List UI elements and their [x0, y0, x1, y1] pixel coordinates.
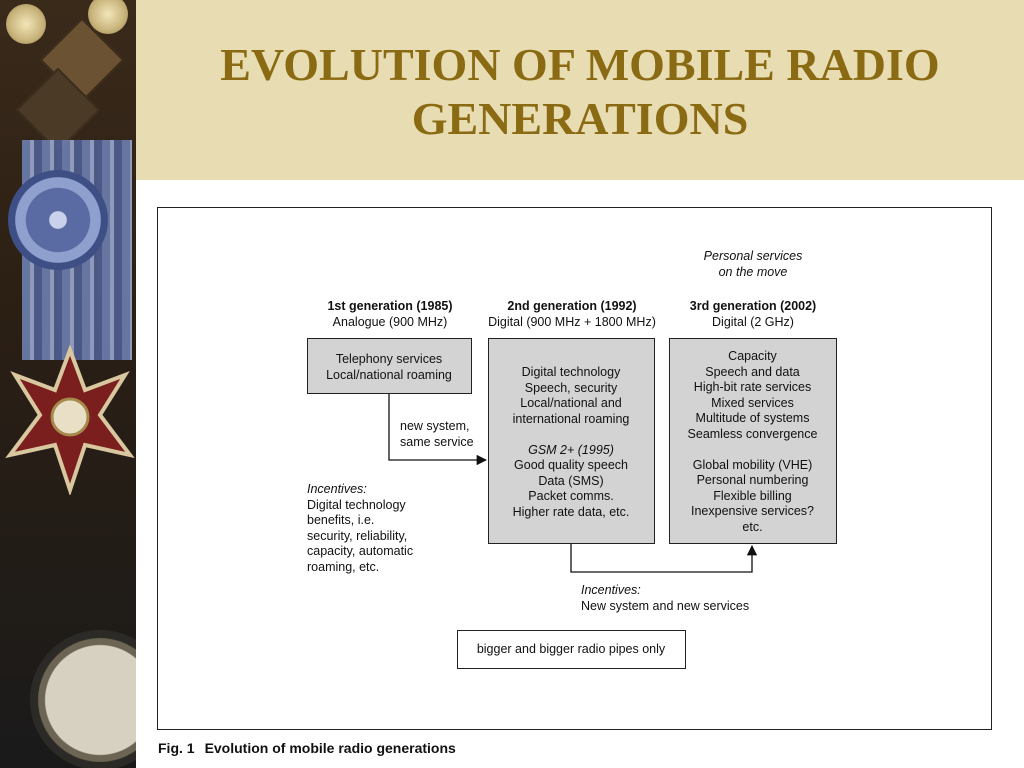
incentives-bottom-heading: Incentives:	[581, 583, 641, 597]
incentives-bottom-line: New system and new services	[581, 598, 750, 613]
gen3-item: Seamless convergence	[687, 426, 818, 441]
gen3-item: Personal numbering	[696, 473, 809, 487]
gen2-item: Good quality speech	[514, 458, 628, 472]
gen3-item: Inexpensive services?	[691, 504, 814, 518]
gen2-item: Speech, security	[524, 380, 618, 395]
gen2-subtitle: Digital (900 MHz + 1800 MHz)	[488, 314, 656, 329]
arrow1-label	[400, 419, 474, 450]
gen3-item: Flexible billing	[713, 488, 792, 503]
gen2-item: Packet comms.	[528, 489, 614, 503]
incentives-left-line: Digital technology	[307, 497, 406, 512]
incentives-left	[307, 482, 413, 575]
incentives-left-line: roaming, etc.	[307, 559, 380, 574]
gen3-subtitle: Digital (2 GHz)	[712, 314, 794, 329]
arrow1-label-line: new system,	[400, 419, 470, 433]
gen1-title: 1st generation (1985)	[327, 299, 453, 313]
caption-text: Evolution of mobile radio generations	[204, 740, 456, 756]
arrow1-label-line: same service	[400, 434, 474, 449]
radio-pipes-box	[457, 630, 686, 669]
gen2-item: Data (SMS)	[538, 473, 604, 488]
caption-label: Fig. 1	[158, 740, 195, 756]
gen3-item: Speech and data	[705, 364, 800, 379]
incentives-bottom	[581, 583, 749, 614]
title-line: EVOLUTION OF MOBILE RADIO	[220, 39, 940, 90]
gen1-item: Local/national roaming	[326, 367, 452, 382]
incentives-left-heading: Incentives:	[307, 482, 367, 496]
gen2-item: Local/national and	[520, 396, 622, 410]
gen3-item: etc.	[742, 519, 763, 534]
figure-caption	[158, 740, 456, 756]
gen2-item: Digital technology	[521, 365, 621, 379]
title-line: GENERATIONS	[411, 93, 749, 144]
gen1-subtitle: Analogue (900 MHz)	[332, 314, 448, 329]
gen3-item: Mixed services	[711, 395, 794, 410]
note-line: Personal services	[703, 249, 803, 263]
gen1-item: Telephony services	[335, 352, 443, 366]
radio-pipes-text: bigger and bigger radio pipes only	[476, 642, 666, 656]
gen2-item: international roaming	[512, 411, 630, 426]
note-line: on the move	[718, 264, 788, 279]
gen2-item: GSM 2+ (1995)	[528, 442, 614, 457]
incentives-left-line: capacity, automatic	[307, 544, 414, 558]
incentives-left-line: benefits, i.e.	[307, 513, 375, 527]
incentives-left-line: security, reliability,	[307, 528, 408, 543]
gen2-title: 2nd generation (1992)	[507, 299, 637, 313]
gen3-item: Multitude of systems	[695, 411, 810, 425]
arrow-gen2-to-gen3	[571, 544, 752, 572]
gen3-title: 3rd generation (2002)	[689, 299, 817, 313]
gen2-item: Higher rate data, etc.	[512, 504, 630, 519]
gen3-item: Capacity	[728, 349, 777, 363]
gen3-item: High-bit rate services	[693, 380, 812, 394]
gen3-item: Global mobility (VHE)	[692, 457, 813, 472]
